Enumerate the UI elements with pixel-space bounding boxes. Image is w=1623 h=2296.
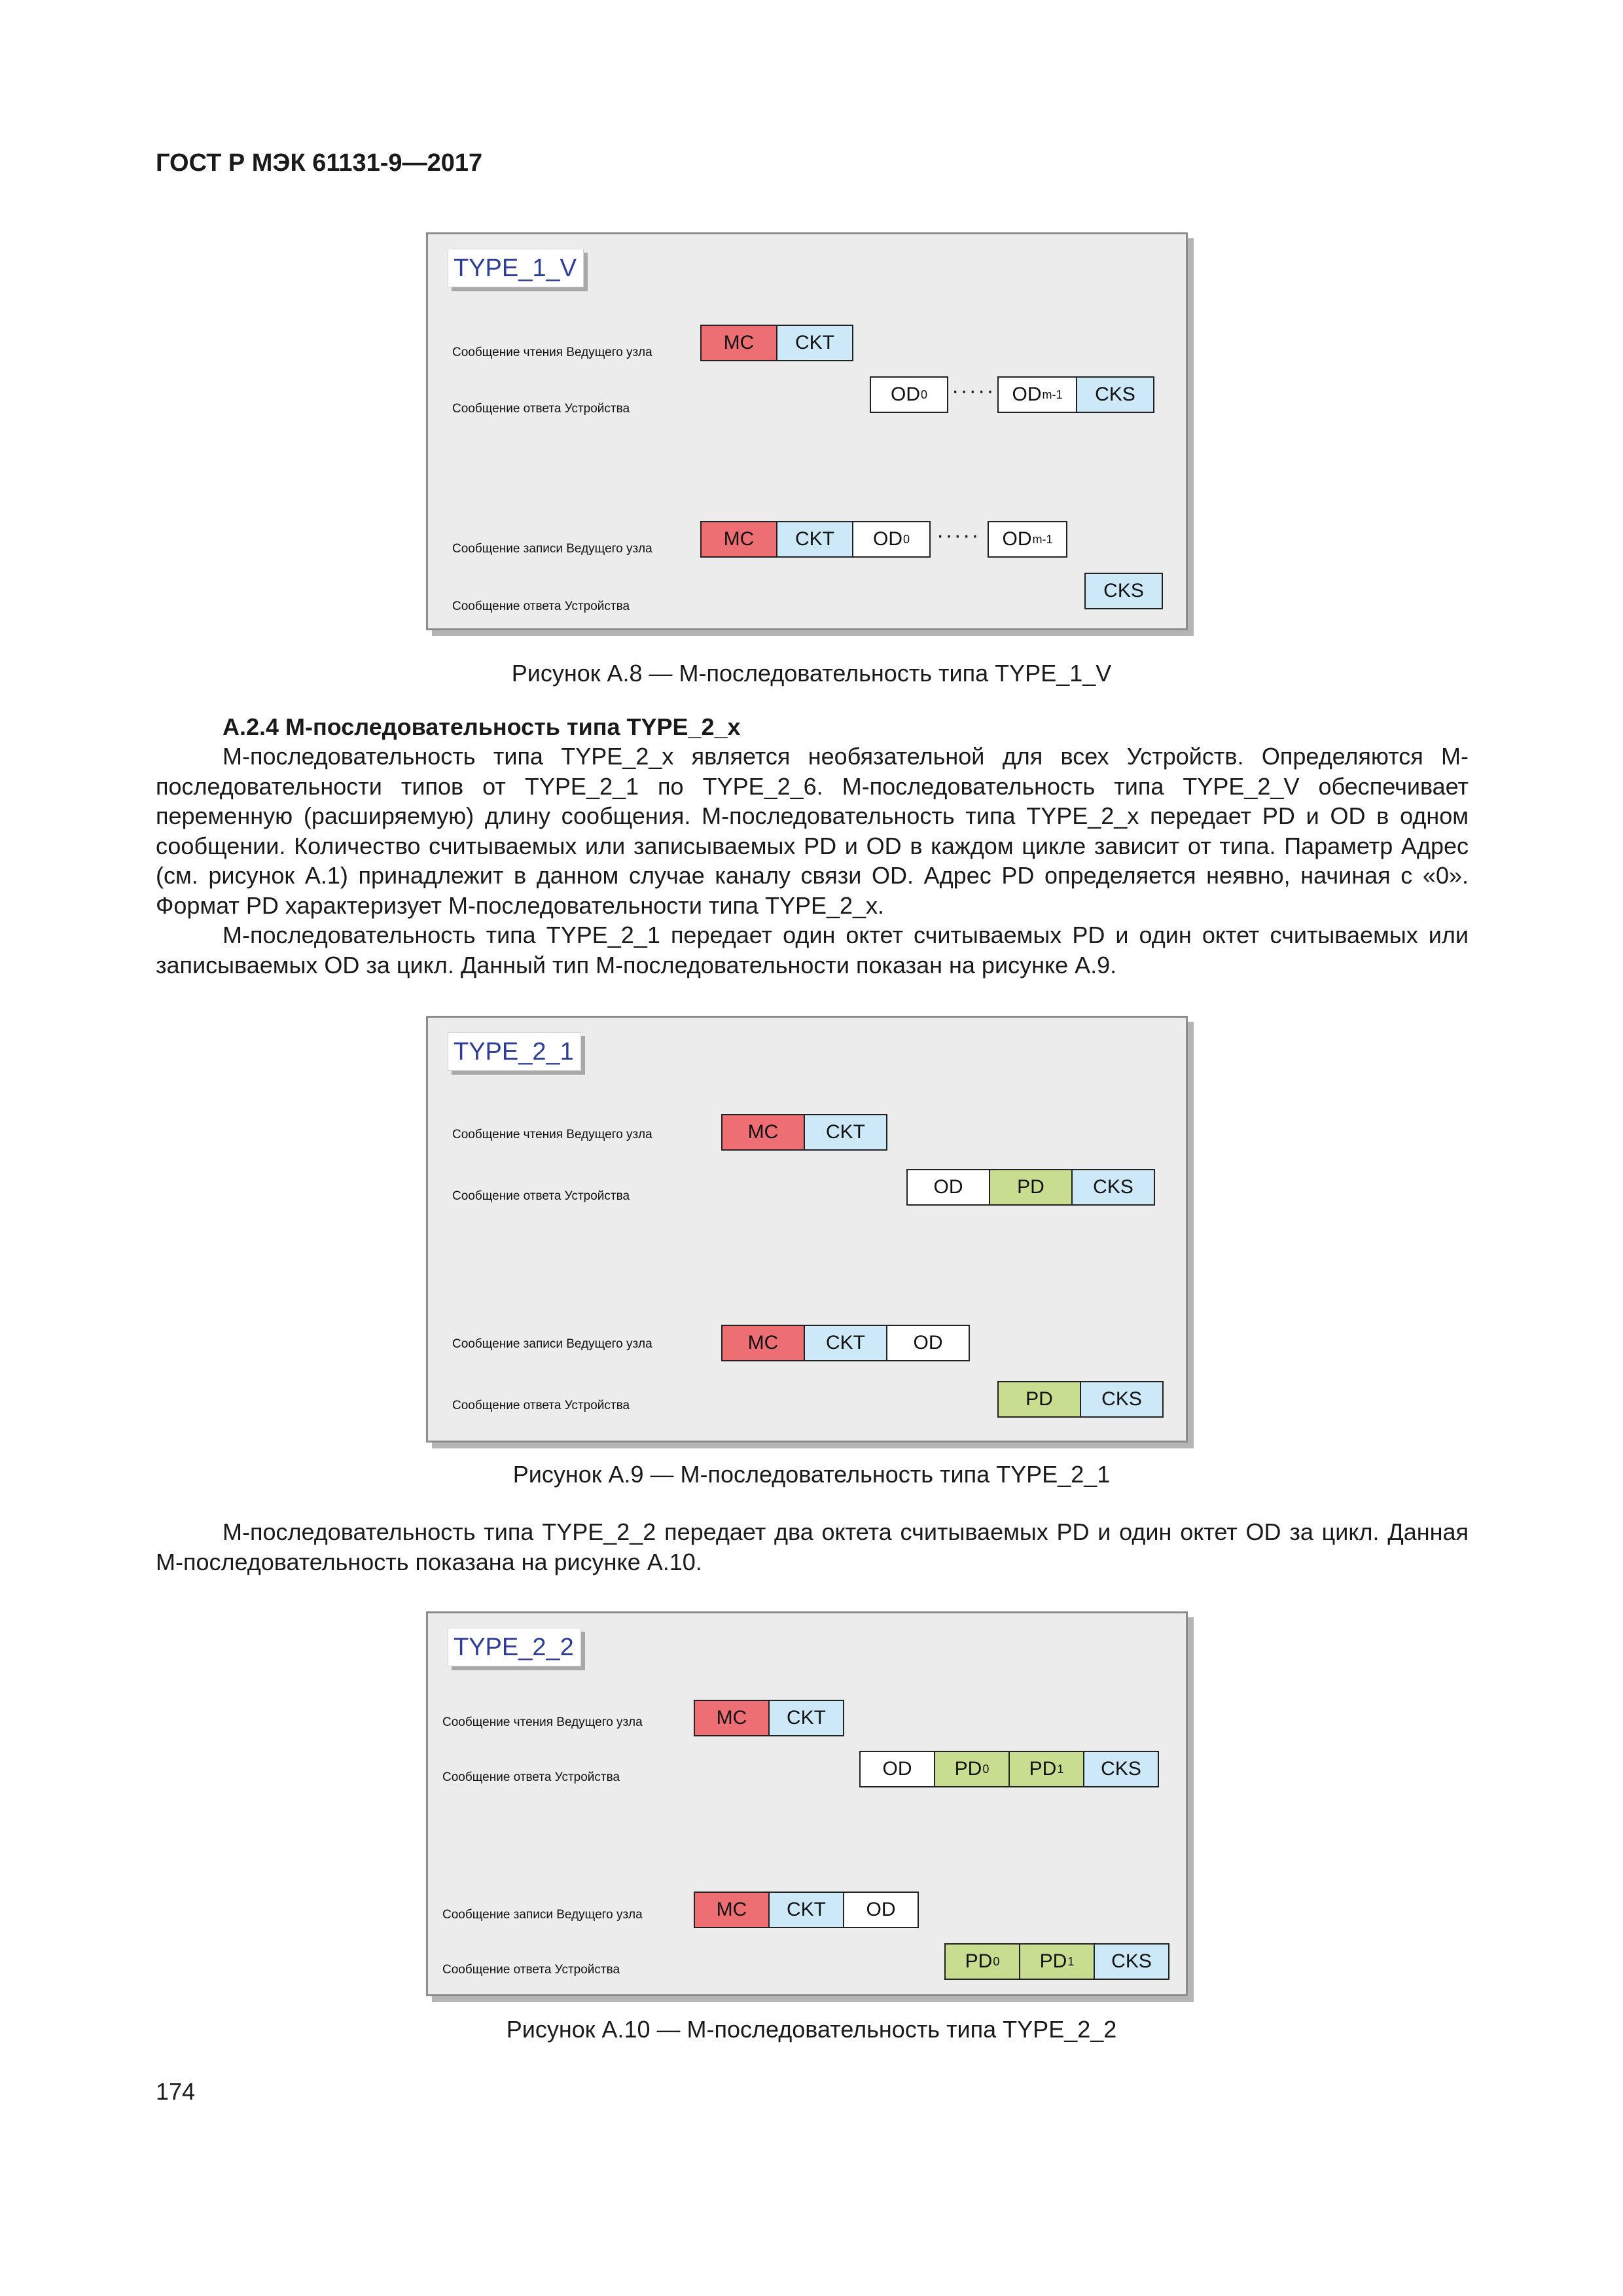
field-ckt: CKT	[776, 325, 853, 361]
field-pd0: PD 0	[934, 1751, 1010, 1787]
field-mc: MC	[700, 521, 777, 558]
field-odm1: OD m-1	[988, 521, 1067, 558]
paragraph-block	[156, 1517, 1469, 1577]
field-mc: MC	[721, 1325, 805, 1361]
figure-a10-title: TYPE_2_2	[448, 1628, 581, 1666]
section-heading: A.2.4 М-последовательность типа TYPE_2_x	[223, 713, 741, 740]
label-master-read: Сообщение чтения Ведущего узла	[442, 1715, 643, 1729]
field-od: OD	[859, 1751, 935, 1787]
field-pd0: PD 0	[944, 1943, 1020, 1980]
document-header: ГОСТ Р МЭК 61131-9—2017	[156, 149, 483, 177]
field-cks: CKS	[1084, 573, 1163, 609]
field-od: OD	[906, 1169, 990, 1206]
paragraph: М-последовательность типа TYPE_2_1 передает один октет считываемых PD и один октет считываемых или записываемых OD за цикл. Данный тип М-последовательности показан на рисунке A.9.	[156, 922, 1469, 978]
field-ckt: CKT	[768, 1700, 844, 1736]
paragraph: М-последовательность типа TYPE_2_x является необязательной для всех Устройств. Определяются М-последовательности типов от TYPE_2_1 по TYPE_2_6. М-последовательность типа TYPE_2_V обеспечивает переменную (расширяемую) длину сообщения. М-последовательность типа TYPE_2_x передает PD и OD в одном сообщении. Количество считываемых или записываемых PD и OD в каждом цикле зависит от типа. Параметр Адрес (см. рисунок A.1) принадлежит в данном случае каналу связи OD. Адрес PD определяется неявно, начиная с «0». Формат PD характеризует М-последовательности типа TYPE_2_x.	[156, 743, 1469, 919]
ellipsis-dots: ·····	[936, 523, 980, 548]
field-mc: MC	[721, 1114, 805, 1151]
field-od: OD	[843, 1892, 919, 1928]
figure-a9-title: TYPE_2_1	[448, 1032, 581, 1071]
field-pd: PD	[989, 1169, 1073, 1206]
section-body	[156, 742, 1469, 980]
field-cks: CKS	[1071, 1169, 1155, 1206]
field-mc: MC	[700, 325, 777, 361]
field-odm1: OD m-1	[997, 376, 1077, 413]
field-od: OD	[886, 1325, 970, 1361]
field-pd1: PD 1	[1019, 1943, 1095, 1980]
label-master-write: Сообщение записи Ведущего узла	[452, 1337, 652, 1351]
field-od0: OD 0	[870, 376, 948, 413]
figure-a8-caption: Рисунок A.8 — М-последовательность типа TYPE_1_V	[511, 660, 1112, 687]
field-mc: MC	[694, 1700, 770, 1736]
figure-a10-panel	[426, 1611, 1188, 1996]
label-device-reply: Сообщение ответа Устройства	[452, 600, 630, 613]
field-mc: MC	[694, 1892, 770, 1928]
page-number: 174	[156, 2078, 196, 2105]
field-ckt: CKT	[804, 1325, 887, 1361]
label-device-reply: Сообщение ответа Устройства	[452, 1189, 630, 1203]
field-ckt: CKT	[804, 1114, 887, 1151]
field-pd: PD	[997, 1381, 1081, 1418]
paragraph: М-последовательность типа TYPE_2_2 передает два октета считываемых PD и один октет OD за цикл. Данная М-последовательность показана на рисунке A.10.	[156, 1518, 1469, 1575]
label-device-reply: Сообщение ответа Устройства	[452, 1399, 630, 1412]
figure-a9-panel	[426, 1016, 1188, 1443]
field-ckt: CKT	[768, 1892, 844, 1928]
field-od0: OD 0	[852, 521, 931, 558]
field-cks: CKS	[1076, 376, 1154, 413]
label-device-reply: Сообщение ответа Устройства	[452, 402, 630, 416]
label-device-reply: Сообщение ответа Устройства	[442, 1963, 620, 1977]
field-cks: CKS	[1080, 1381, 1164, 1418]
label-master-read: Сообщение чтения Ведущего узла	[452, 346, 652, 359]
label-master-write: Сообщение записи Ведущего узла	[452, 542, 652, 556]
label-master-write: Сообщение записи Ведущего узла	[442, 1908, 643, 1922]
ellipsis-dots: ·····	[952, 378, 995, 403]
figure-a8-title: TYPE_1_V	[448, 249, 584, 287]
figure-a8-panel	[426, 232, 1188, 630]
field-cks: CKS	[1094, 1943, 1169, 1980]
field-cks: CKS	[1083, 1751, 1159, 1787]
field-pd1: PD 1	[1008, 1751, 1084, 1787]
field-ckt: CKT	[776, 521, 853, 558]
label-master-read: Сообщение чтения Ведущего узла	[452, 1128, 652, 1141]
figure-a10-caption: Рисунок A.10 — М-последовательность типа TYPE_2_2	[506, 2016, 1117, 2043]
figure-a9-caption: Рисунок A.9 — М-последовательность типа TYPE_2_1	[512, 1461, 1111, 1488]
label-device-reply: Сообщение ответа Устройства	[442, 1770, 620, 1784]
